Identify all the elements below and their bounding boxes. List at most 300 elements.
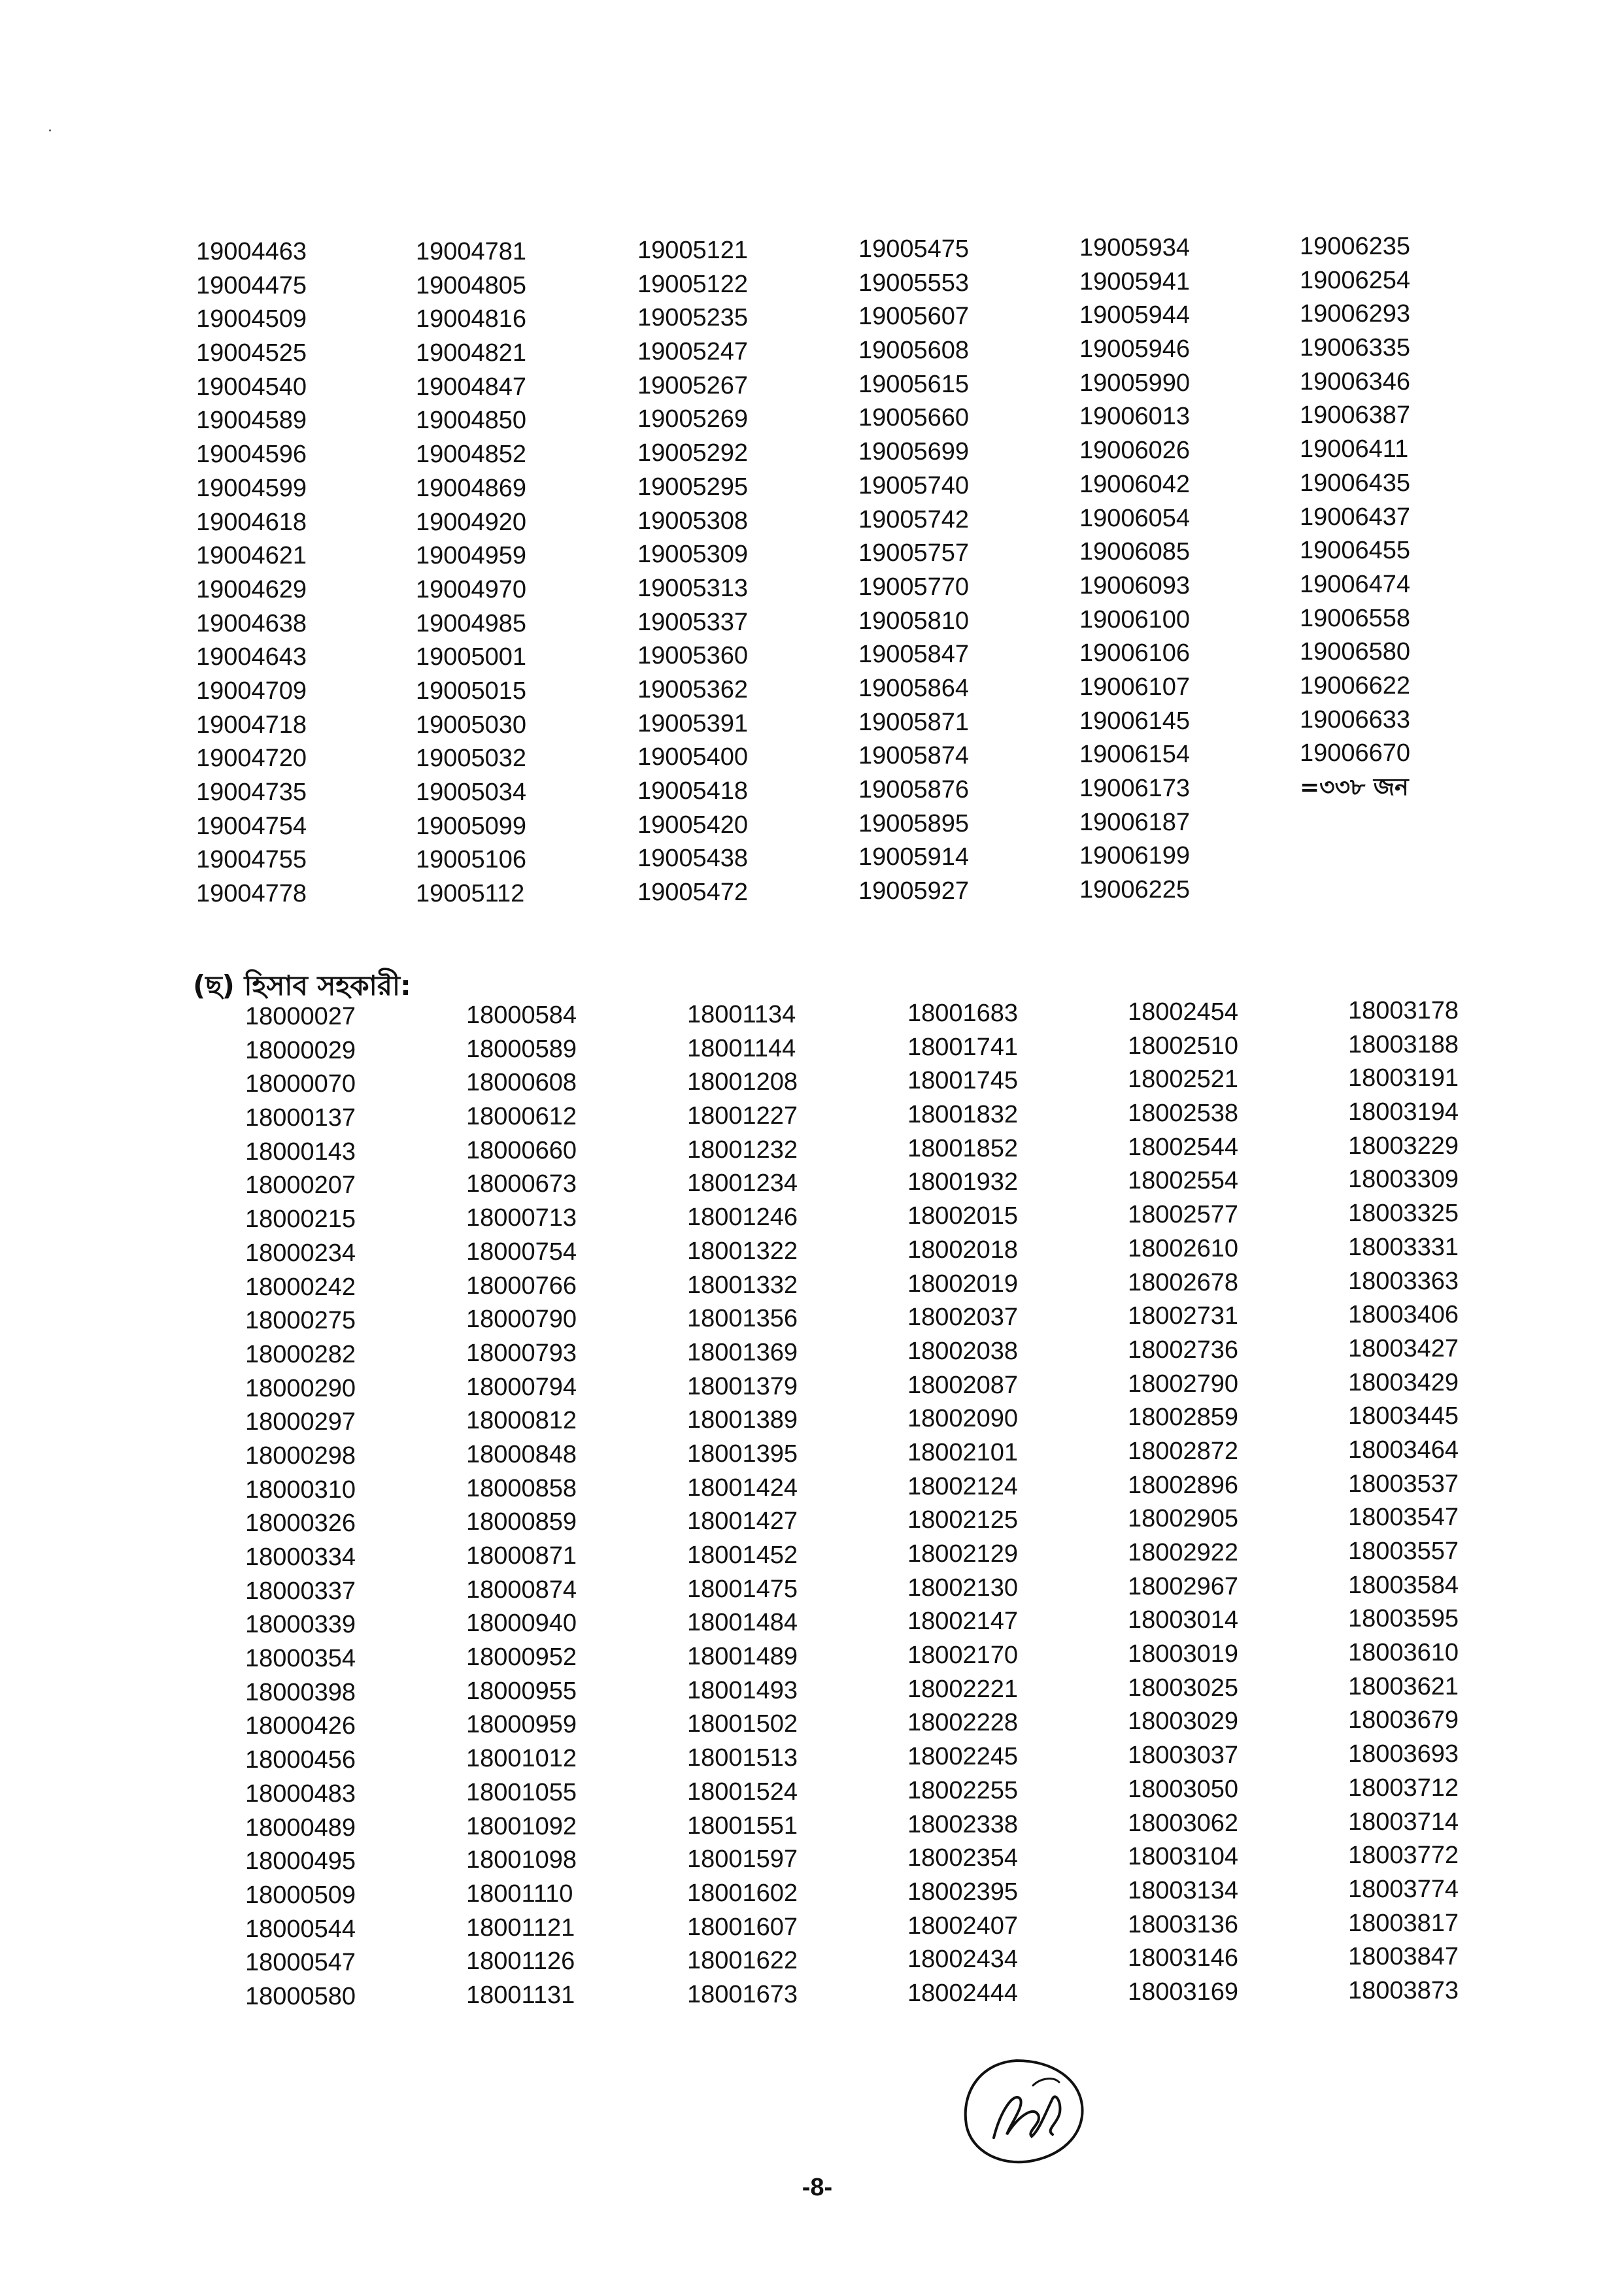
roll-number: 19005607 xyxy=(858,303,970,331)
roll-number: 18002090 xyxy=(907,1405,1019,1433)
roll-number: 18000495 xyxy=(245,1847,356,1876)
roll-number: 18002221 xyxy=(907,1675,1019,1703)
roll-number: 19004589 xyxy=(196,407,307,435)
roll-number: 18000959 xyxy=(466,1711,577,1739)
roll-number: 18001452 xyxy=(687,1542,798,1569)
roll-number: 19004720 xyxy=(196,745,307,773)
roll-number: 18002354 xyxy=(907,1844,1019,1872)
roll-number: 18001484 xyxy=(687,1609,798,1637)
roll-number: 19004959 xyxy=(416,542,527,570)
roll-column xyxy=(687,998,903,2012)
roll-number: 18000874 xyxy=(466,1576,577,1604)
roll-number: 18001741 xyxy=(907,1033,1019,1061)
roll-column xyxy=(416,235,632,911)
roll-number: 19004643 xyxy=(196,643,307,671)
roll-number: 19005295 xyxy=(637,473,749,501)
roll-number: 19005438 xyxy=(637,845,749,873)
roll-number: 18001121 xyxy=(466,1914,575,1942)
roll-column xyxy=(245,1000,461,2014)
roll-number: 18000456 xyxy=(245,1746,356,1774)
roll-number: 18000027 xyxy=(245,1003,356,1030)
roll-number: 19006054 xyxy=(1079,504,1191,532)
roll-number: 19005941 xyxy=(1079,267,1191,295)
roll-number: 18001092 xyxy=(466,1812,577,1840)
roll-number: 18001356 xyxy=(687,1305,798,1333)
roll-number: 19005309 xyxy=(637,541,749,569)
roll-number: 19005946 xyxy=(1079,335,1191,363)
roll-number: 19005742 xyxy=(858,505,970,533)
roll-number: 18000509 xyxy=(245,1881,356,1909)
roll-number: 19005420 xyxy=(637,811,749,839)
roll-number: 18003772 xyxy=(1348,1842,1459,1870)
roll-number: 18001475 xyxy=(687,1575,798,1603)
roll-number: 18003595 xyxy=(1348,1605,1459,1633)
roll-number: 18001622 xyxy=(687,1947,798,1975)
roll-number: 19005360 xyxy=(637,642,749,670)
roll-number: 18000848 xyxy=(466,1440,577,1468)
roll-number: 18003547 xyxy=(1348,1504,1459,1532)
roll-number: 18000608 xyxy=(466,1069,577,1097)
roll-column xyxy=(637,234,853,910)
roll-number: 19006622 xyxy=(1300,671,1411,700)
roll-number: 18001427 xyxy=(687,1508,798,1536)
roll-number: 19004985 xyxy=(416,609,527,637)
roll-number: 19005122 xyxy=(637,270,749,298)
signature-mark xyxy=(955,2053,1098,2170)
roll-number: 18000282 xyxy=(245,1340,356,1368)
roll-number: 18003537 xyxy=(1348,1470,1459,1498)
roll-number: 19005914 xyxy=(858,843,970,871)
roll-number: 18000489 xyxy=(245,1813,356,1842)
roll-column xyxy=(858,233,1074,909)
roll-number: 19004618 xyxy=(196,508,307,536)
roll-number: 19004850 xyxy=(416,407,527,435)
roll-number: 18002015 xyxy=(907,1202,1019,1230)
roll-number: 18000790 xyxy=(466,1306,577,1334)
roll-number: 18001683 xyxy=(907,1000,1019,1027)
roll-number: 19006042 xyxy=(1079,470,1191,498)
roll-number: 18003610 xyxy=(1348,1639,1459,1667)
roll-number: 18003873 xyxy=(1348,1976,1459,2004)
roll-number: 18003325 xyxy=(1348,1200,1459,1228)
roll-number: 18000859 xyxy=(466,1508,577,1536)
roll-number: 18003427 xyxy=(1348,1334,1459,1362)
roll-number: 19006026 xyxy=(1079,437,1191,465)
roll-number: 18002905 xyxy=(1128,1505,1239,1533)
roll-number: 18000234 xyxy=(245,1239,356,1267)
roll-number: 18003817 xyxy=(1348,1909,1459,1937)
page-number: -8- xyxy=(802,2174,833,2201)
roll-number: 19005615 xyxy=(858,370,970,398)
roll-number: 18002101 xyxy=(907,1438,1019,1466)
roll-number: 18001673 xyxy=(687,1980,798,2008)
roll-number: 19004475 xyxy=(196,271,307,299)
roll-number: 19006455 xyxy=(1300,537,1411,565)
roll-number: 18000584 xyxy=(466,1002,577,1029)
roll-number: 19006106 xyxy=(1079,639,1191,667)
roll-number: 18003050 xyxy=(1128,1775,1239,1803)
roll-number: 19004735 xyxy=(196,779,307,806)
roll-column xyxy=(1348,994,1564,2008)
roll-number: 18001524 xyxy=(687,1778,798,1806)
roll-number: 18003429 xyxy=(1348,1368,1459,1396)
roll-number: 18000589 xyxy=(466,1035,577,1063)
roll-number: 18002510 xyxy=(1128,1032,1239,1060)
roll-number: 19005112 xyxy=(416,880,525,908)
roll-number: 18000812 xyxy=(466,1407,577,1435)
roll-column xyxy=(196,235,412,911)
roll-number: 19005990 xyxy=(1079,369,1191,397)
roll-number: 18000334 xyxy=(245,1543,356,1571)
roll-number: 18002228 xyxy=(907,1709,1019,1737)
roll-number: 19005871 xyxy=(858,708,970,736)
roll-number: 18002255 xyxy=(907,1776,1019,1804)
roll-number: 19004621 xyxy=(196,542,307,570)
roll-number: 19005362 xyxy=(637,675,749,703)
roll-number: 18003188 xyxy=(1348,1030,1459,1058)
roll-number: 19004463 xyxy=(196,238,307,265)
roll-number: 18003621 xyxy=(1348,1672,1459,1700)
roll-number: 18003037 xyxy=(1128,1742,1239,1770)
roll-number: 19005292 xyxy=(637,439,749,467)
roll-number: 19004755 xyxy=(196,846,307,874)
roll-number: 19006474 xyxy=(1300,570,1411,598)
roll-number: 18002130 xyxy=(907,1574,1019,1602)
roll-number: 19004525 xyxy=(196,339,307,367)
roll-number: 18001234 xyxy=(687,1170,798,1198)
roll-number: 18001379 xyxy=(687,1372,798,1400)
roll-number: 18001131 xyxy=(466,1981,575,2009)
roll-number: 18001932 xyxy=(907,1168,1019,1196)
roll-number: 19004805 xyxy=(416,271,527,299)
roll-number: 18001489 xyxy=(687,1643,798,1671)
roll-number: 18001745 xyxy=(907,1067,1019,1095)
roll-number: 19005235 xyxy=(637,304,749,332)
roll-number: 19006254 xyxy=(1300,266,1411,294)
roll-number: 19006013 xyxy=(1079,403,1191,431)
roll-number: 18002731 xyxy=(1128,1302,1239,1330)
scan-speck xyxy=(49,129,51,131)
roll-number: 18001832 xyxy=(907,1101,1019,1129)
roll-number: 19005876 xyxy=(858,776,970,803)
roll-number: 18001098 xyxy=(466,1846,577,1874)
roll-number: 18003714 xyxy=(1348,1808,1459,1836)
roll-column xyxy=(1300,230,1515,805)
roll-number: 18003169 xyxy=(1128,1978,1239,2006)
roll-number: 18003445 xyxy=(1348,1402,1459,1430)
roll-number: 19006293 xyxy=(1300,300,1411,328)
roll-number: 18000070 xyxy=(245,1070,356,1098)
roll-number: 19006387 xyxy=(1300,401,1411,430)
roll-number: 19005874 xyxy=(858,742,970,770)
roll-number: 18002544 xyxy=(1128,1133,1239,1161)
roll-number: 18000029 xyxy=(245,1036,356,1064)
roll-number: 18001144 xyxy=(687,1034,796,1062)
roll-number: 18003146 xyxy=(1128,1944,1239,1972)
roll-number: 19006100 xyxy=(1079,605,1191,633)
roll-number: 19004599 xyxy=(196,474,307,502)
roll-number: 19006235 xyxy=(1300,233,1411,260)
roll-number: 19006435 xyxy=(1300,469,1411,497)
roll-number: 19006199 xyxy=(1079,842,1191,870)
roll-number: 19005608 xyxy=(858,337,970,365)
section-heading-accounts-assistant: (ছ) হিসাব সহকারী: xyxy=(193,970,411,1002)
roll-number: 19006411 xyxy=(1300,435,1409,464)
roll-number: 18001134 xyxy=(687,1001,796,1028)
roll-number: 18000215 xyxy=(245,1206,356,1234)
roll-number: 19005308 xyxy=(637,507,749,535)
roll-number: 19004869 xyxy=(416,474,527,502)
roll-number: 18001322 xyxy=(687,1237,798,1265)
roll-number: 19005472 xyxy=(637,879,749,907)
roll-number: 19006558 xyxy=(1300,604,1411,632)
roll-number: 18002038 xyxy=(907,1337,1019,1365)
roll-number: 18001110 xyxy=(466,1880,573,1908)
roll-number: 18000398 xyxy=(245,1678,356,1706)
roll-number: 18003693 xyxy=(1348,1740,1459,1768)
roll-number: 18002018 xyxy=(907,1236,1019,1264)
roll-number: 18000275 xyxy=(245,1307,356,1335)
roll-number: 18002129 xyxy=(907,1540,1019,1568)
roll-number: 19005757 xyxy=(858,539,970,567)
roll-number: 19006335 xyxy=(1300,334,1411,362)
roll-number: 19005032 xyxy=(416,745,527,773)
roll-number: 18002736 xyxy=(1128,1336,1239,1364)
roll-number: 18003062 xyxy=(1128,1809,1239,1837)
roll-number: 18000754 xyxy=(466,1238,577,1266)
roll-number: 18002245 xyxy=(907,1743,1019,1771)
roll-number: 19004629 xyxy=(196,575,307,603)
roll-number: 19006225 xyxy=(1079,876,1191,904)
roll-number: 18002124 xyxy=(907,1472,1019,1500)
roll-number: 18000207 xyxy=(245,1172,356,1200)
roll-number: 18000298 xyxy=(245,1442,356,1470)
roll-number: 19005927 xyxy=(858,877,970,905)
roll-number: 19005099 xyxy=(416,812,527,840)
roll-number: 18003104 xyxy=(1128,1843,1239,1871)
roll-number: 18000871 xyxy=(466,1542,577,1570)
roll-number: 18003194 xyxy=(1348,1098,1459,1126)
roll-number: 19004847 xyxy=(416,373,527,401)
roll-number: 18000339 xyxy=(245,1611,356,1639)
roll-number: 19005001 xyxy=(416,643,527,671)
roll-number: 19005847 xyxy=(858,641,970,669)
roll-number: 19004852 xyxy=(416,441,527,469)
roll-number: 19004540 xyxy=(196,373,307,401)
roll-number: 19005015 xyxy=(416,677,527,705)
roll-number: 19005418 xyxy=(637,777,749,805)
roll-number: 18001126 xyxy=(466,1948,575,1976)
roll-number: 18003406 xyxy=(1348,1301,1459,1329)
roll-number: 19004754 xyxy=(196,812,307,840)
roll-number: 19006154 xyxy=(1079,741,1191,769)
roll-number: 19005934 xyxy=(1079,234,1191,261)
roll-number: 18000612 xyxy=(466,1103,577,1131)
roll-number: 18000766 xyxy=(466,1272,577,1300)
roll-number: 18000793 xyxy=(466,1339,577,1367)
roll-number: 18000544 xyxy=(245,1915,356,1943)
roll-number: 18000290 xyxy=(245,1374,356,1402)
roll-number: 19005740 xyxy=(858,471,970,499)
roll-number: 19006107 xyxy=(1079,673,1191,701)
roll-number: 18000143 xyxy=(245,1138,356,1166)
roll-number: 19005400 xyxy=(637,743,749,771)
roll-number: 18002678 xyxy=(1128,1268,1239,1296)
roll-number: 18002338 xyxy=(907,1810,1019,1838)
roll-number: 18000337 xyxy=(245,1577,356,1605)
roll-number: 19005030 xyxy=(416,711,527,739)
roll-number: 19004596 xyxy=(196,441,307,469)
roll-number: 18003712 xyxy=(1348,1774,1459,1802)
roll-number: 19004781 xyxy=(416,238,527,265)
roll-number: 18001332 xyxy=(687,1271,798,1299)
roll-number: 18001232 xyxy=(687,1136,798,1164)
roll-number: 18000354 xyxy=(245,1645,356,1673)
roll-number: 19005553 xyxy=(858,269,970,297)
roll-number: 18001607 xyxy=(687,1913,798,1941)
roll-number: 18000326 xyxy=(245,1510,356,1538)
roll-number: 18002922 xyxy=(1128,1539,1239,1566)
roll-column xyxy=(466,999,682,2013)
roll-number: 18002147 xyxy=(907,1608,1019,1636)
roll-number: 18000137 xyxy=(245,1104,356,1132)
roll-number: 18003134 xyxy=(1128,1876,1239,1904)
roll-number: 19005391 xyxy=(637,709,749,737)
roll-number: 19005770 xyxy=(858,573,970,601)
roll-number: 18000713 xyxy=(466,1204,577,1232)
roll-number: 19006093 xyxy=(1079,571,1191,599)
roll-number: 18000952 xyxy=(466,1644,577,1672)
roll-number: 18000242 xyxy=(245,1273,356,1301)
roll-column xyxy=(1079,231,1295,907)
roll-number: 19004509 xyxy=(196,305,307,333)
roll-number: 19006580 xyxy=(1300,638,1411,666)
roll-number: 18002554 xyxy=(1128,1167,1239,1195)
roll-number: 18003019 xyxy=(1128,1640,1239,1668)
roll-number: 18002577 xyxy=(1128,1201,1239,1229)
roll-number: 18000660 xyxy=(466,1136,577,1164)
roll-number: 18003557 xyxy=(1348,1538,1459,1565)
roll-number: 18002434 xyxy=(907,1946,1019,1974)
roll-number: 18000310 xyxy=(245,1476,356,1504)
total-count: =৩৩৮ জন xyxy=(1300,774,1409,801)
roll-number: 18000483 xyxy=(245,1780,356,1808)
roll-number: 18000673 xyxy=(466,1170,577,1198)
roll-number: 19006670 xyxy=(1300,739,1411,767)
roll-number: 18003309 xyxy=(1348,1166,1459,1194)
roll-number: 18002037 xyxy=(907,1304,1019,1332)
roll-number: 18003025 xyxy=(1128,1674,1239,1702)
roll-number: 19005269 xyxy=(637,405,749,433)
roll-column xyxy=(907,997,1123,2011)
roll-number: 18001395 xyxy=(687,1440,798,1468)
roll-number: 19004718 xyxy=(196,711,307,739)
roll-number: 18001227 xyxy=(687,1102,798,1130)
roll-number: 18000426 xyxy=(245,1712,356,1740)
roll-number: 19005864 xyxy=(858,674,970,702)
roll-number: 19005660 xyxy=(858,404,970,432)
roll-number: 18001597 xyxy=(687,1846,798,1874)
roll-number: 19006187 xyxy=(1079,808,1191,836)
roll-number: 19004778 xyxy=(196,880,307,908)
roll-number: 18001389 xyxy=(687,1406,798,1434)
roll-number: 18003136 xyxy=(1128,1910,1239,1938)
roll-number: 19005475 xyxy=(858,235,970,263)
roll-number: 19004638 xyxy=(196,609,307,637)
roll-number: 18001602 xyxy=(687,1879,798,1907)
roll-number: 18003229 xyxy=(1348,1132,1459,1160)
roll-number: 19005944 xyxy=(1079,301,1191,329)
roll-number: 18002872 xyxy=(1128,1437,1239,1465)
roll-number: 18003331 xyxy=(1348,1233,1459,1261)
roll-number: 19006173 xyxy=(1079,775,1191,802)
roll-number: 18000940 xyxy=(466,1610,577,1638)
roll-number: 18000580 xyxy=(245,1982,356,2010)
roll-number: 18001055 xyxy=(466,1778,577,1806)
roll-number: 18000794 xyxy=(466,1373,577,1401)
roll-number: 18003191 xyxy=(1348,1064,1459,1092)
roll-number: 18001369 xyxy=(687,1338,798,1366)
roll-number: 18002538 xyxy=(1128,1100,1239,1128)
roll-number: 18002407 xyxy=(907,1912,1019,1940)
roll-number: 19005247 xyxy=(637,338,749,366)
roll-number: 18001246 xyxy=(687,1204,798,1232)
roll-number: 18003584 xyxy=(1348,1571,1459,1599)
roll-number: 18001551 xyxy=(687,1812,798,1840)
roll-number: 18000955 xyxy=(466,1677,577,1705)
roll-number: 18001513 xyxy=(687,1744,798,1772)
roll-number: 18001852 xyxy=(907,1134,1019,1162)
roll-number: 18002610 xyxy=(1128,1234,1239,1262)
roll-number: 18003178 xyxy=(1348,997,1459,1024)
roll-number: 19004970 xyxy=(416,575,527,603)
roll-number: 18001424 xyxy=(687,1474,798,1502)
roll-number: 18000858 xyxy=(466,1474,577,1502)
roll-number: 19005121 xyxy=(637,237,749,264)
roll-number: 19006437 xyxy=(1300,503,1411,531)
roll-number: 18002790 xyxy=(1128,1370,1239,1398)
roll-number: 19006346 xyxy=(1300,367,1411,396)
roll-number: 18002859 xyxy=(1128,1404,1239,1432)
roll-number: 18000297 xyxy=(245,1408,356,1436)
roll-number: 19006145 xyxy=(1079,707,1191,735)
roll-number: 18003014 xyxy=(1128,1606,1239,1634)
roll-number: 18003847 xyxy=(1348,1943,1459,1971)
roll-number: 19004816 xyxy=(416,305,527,333)
roll-number: 19005034 xyxy=(416,779,527,806)
roll-number: 19005810 xyxy=(858,607,970,635)
roll-number: 19005106 xyxy=(416,846,527,874)
roll-number: 18003363 xyxy=(1348,1267,1459,1295)
roll-number: 19004920 xyxy=(416,508,527,536)
roll-number: 18002087 xyxy=(907,1371,1019,1399)
roll-number: 18001012 xyxy=(466,1745,577,1773)
roll-number: 19005699 xyxy=(858,438,970,466)
roll-number: 19004709 xyxy=(196,677,307,705)
roll-number: 19005313 xyxy=(637,574,749,602)
roll-number: 18001208 xyxy=(687,1068,798,1096)
roll-number: 18002395 xyxy=(907,1878,1019,1906)
roll-number: 18002019 xyxy=(907,1270,1019,1298)
roll-number: 18002967 xyxy=(1128,1572,1239,1600)
roll-number: 19005267 xyxy=(637,371,749,399)
roll-number: 18003029 xyxy=(1128,1708,1239,1736)
roll-number: 19006085 xyxy=(1079,538,1191,566)
roll-number: 18001493 xyxy=(687,1676,798,1704)
roll-number: 18003774 xyxy=(1348,1875,1459,1903)
roll-number: 18001502 xyxy=(687,1710,798,1738)
roll-number: 18002444 xyxy=(907,1979,1019,2007)
